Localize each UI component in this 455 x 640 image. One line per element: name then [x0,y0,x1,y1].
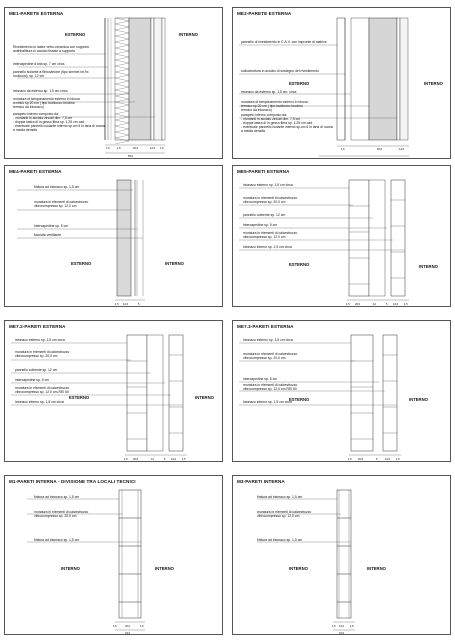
dim-text: 7,0 [106,147,110,150]
layer-label: muratura di tamponamento esterno in blocco termico sp.20 cm ( tipo isoblocco brodino termico da intonaco) [241,100,309,112]
dim-text: 15,0 [339,632,345,635]
panel-title: ME5-PARETI ESTERNA [237,169,290,174]
dim-text: 55,0 [359,158,365,160]
inside-label: INTERNO [195,395,214,400]
layer-label: finitura ad intonaco sp. 1,5 cm [257,495,303,499]
layer-label: muratura in elementi di calcestruzzo vibrocompresso sp. 20,0 cm [243,352,298,360]
panel-me73 [232,320,451,462]
layer-label: muratura in elementi di calcestruzzo vibrocompresso sp. 12,0 cm [243,231,298,239]
dim-text: 55,0 [128,155,134,158]
dimension-text-me72 [5,321,223,462]
layer-label: intercapedine sp. 5 cm [243,377,278,381]
dim-text: 12,0 [393,303,399,306]
dim-text: 12 [151,458,154,461]
dim-text: 12 [373,303,376,306]
layer-label: intonaco esterno sp. 1,5 cm circa [243,183,293,187]
dim-text: 1,5 [404,303,408,306]
outside-label: INTERNO [289,566,308,571]
inside-label: INTERNO [419,264,438,269]
panel-title: M1-PARETI INTERNA - DIVISIONE TRA LOCALI TECNICI [9,479,136,484]
dim-text: 1,5 [346,303,350,306]
panel-title: ME1-PARETE ESTERNA [9,11,64,16]
layer-label: intonaco da esterno sp. 1,5 cm. circa [241,90,297,94]
dimension-text-me5 [233,166,451,307]
layer-label: finitura ad intonaco sp. 1,5 cm [34,495,80,499]
layer-label: muratura in elementi di calcestruzzo vibrocompresso sp. 12,0 cm [34,200,89,208]
layer-label: pannello isolante a fibrocartone (tipo simmel rot fix rockwool), sp. 12 cm [13,70,89,78]
layer-label: muratura di tamponamento esterno in blocco termico sp.20 cm ( tipo isoblocco brodino termico da intonaco) [13,97,81,109]
dimension-text-me1 [5,8,223,159]
dim-text: 23,0 [125,632,131,635]
inside-label: INTERNO [155,566,174,571]
dim-text: 1,5 [160,147,164,150]
panel-title: ME7.3-PARETI ESTERNA [237,324,294,329]
layer-label: parapeto interno composto da: - montanti in acciaio zincati dim. 7,5 cm - doppia lastra di in gesso fibra sp. 1,25 cm cad. - eventuale pannello isolante interno sp.cm 6 in lana di roccia a media densità [241,113,333,133]
panel-me5 [232,165,451,307]
layer-label: pannello coibente sp. 12 cm [243,213,286,217]
panel-me4 [4,165,223,307]
layer-label: facciata ventilante [34,233,62,237]
dim-text: 20,0 [358,458,364,461]
panel-me1 [4,7,223,159]
dim-text: 1,5 [115,303,119,306]
layer-label: parapeto interno composto da: - montanti in acciaio zincati dim. 7,5 cm - doppia lastra di in gesso fibra sp. 1,25 cm cad. - eventuale pannello isolante interno sp.cm 6 in lana di roccia a media densità [13,112,105,132]
dim-text: 5 [386,303,388,306]
layer-label: intercapedine sp. 5 cm [243,223,278,227]
dim-text: 1,5 [124,458,128,461]
layer-label: finitura ad intonaco sp. 1,5 cm [257,538,303,542]
dimension-text-me2 [233,8,451,159]
panel-title: ME2-PARETE ESTERNA [237,11,292,16]
panel-m3 [232,475,451,635]
dim-text: 20,0 [355,303,361,306]
layer-label: intercapedine sp. 5 cm [34,224,69,228]
layer-label: pannello coibente sp. 12 cm [15,368,58,372]
inside-label: INTERNO [165,261,184,266]
dim-text: 12,0 [339,625,345,628]
outside-label: ESTERNO [289,262,310,267]
layer-label: muratura in elementi di calcestruzzo vibrocompresso sp. 20,0 cm [34,510,89,518]
inside-label: INTERNO [424,81,443,86]
dim-text: 12,5 [399,148,405,151]
outside-label: INTERNO [61,566,80,571]
dim-text: 1,5 [117,147,121,150]
layer-label: intercapedine d'aria sp. 7 cm circa [13,62,65,66]
layer-label: intonaco esterno sp. 1,5 cm circa [243,338,293,342]
outside-label: ESTERNO [71,261,92,266]
layer-label: pannello di rivestimento in C.A.V. con impronte di matrice [241,40,327,44]
outside-label: ESTERNO [289,397,310,402]
layer-label: finitura ad intonaco sp. 1,5 cm [34,185,80,189]
dim-text: 12,0 [123,303,129,306]
layer-label: intonaco interno sp. 1,5 cm circa [243,400,292,404]
panel-m1 [4,475,223,635]
layer-label: intonaco esterno sp. 1,5 cm circa [15,338,65,342]
dim-text: 20,0 [133,147,139,150]
dimension-text-me4 [5,166,223,307]
dim-text: 5 [376,458,378,461]
inside-label: INTERNO [179,32,198,37]
panel-me2 [232,7,451,159]
dim-text: 12,5 [150,147,156,150]
dimension-text-m3 [233,476,451,635]
dim-text: 5 [138,303,140,306]
layer-label: intonaco interno sp. 1,5 cm circa [15,400,64,404]
layer-label: intonaco interno sp. 1,5 cm circa [243,245,292,249]
panel-me72 [4,320,223,462]
dim-text: 1,5 [332,625,336,628]
dim-text: 5 [164,458,166,461]
panel-title: ME7.2-PARETI ESTERNA [9,324,66,329]
dim-text: 20,0 [133,458,139,461]
layer-label: muratura in elementi di calcestruzzo vibrocompresso sp. 12,0 cm-REI 60 [243,383,298,391]
layer-label: finitura ad intonaco sp. 1,5 cm [34,538,80,542]
dim-text: 1,5 [140,625,144,628]
dim-text: 1,5 [182,458,186,461]
dim-text: 12,0 [385,458,391,461]
panel-title: ME4-PARETI ESTERNA [9,169,62,174]
panel-title: M3-PARETI INTERNA [237,479,285,484]
layer-label: Rivestimento in lastre vetro-ceramica con supporto antiribaltitura in acciaio fissate a supporto [13,45,90,53]
dim-text: 1,5 [341,148,345,151]
layer-label: sottostruttura in acciaio di sostegno del rivestimento [241,69,319,73]
inside-label: INTERNO [409,397,428,402]
dim-text: 1,5 [396,458,400,461]
dim-text: 20,0 [125,625,131,628]
layer-label: intercapedine sp. 5 cm [15,378,50,382]
outside-label: ESTERNO [69,395,90,400]
layer-label: muratura in elementi di calcestruzzo vibrocompresso sp. 20,0 cm [15,350,70,358]
outside-label: ESTERNO [289,81,310,86]
outside-label: ESTERNO [65,32,86,37]
dim-text: 12,0 [171,458,177,461]
dim-text: 1,5 [113,625,117,628]
dimension-text-m1 [5,476,223,635]
dim-text: 1,5 [350,625,354,628]
inside-label: INTERNO [367,566,386,571]
layer-label: muratura in elementi di calcestruzzo vibrocompresso sp. 12,0 cm-REI 60 [15,386,70,394]
dim-text: 1,5 [348,458,352,461]
layer-label: intonaco da esterno sp. 1,5 cm circa [13,89,68,93]
dim-text: 20,0 [377,148,383,151]
dimension-text-me73 [233,321,451,462]
layer-label: muratura in elementi di calcestruzzo vibrocompresso sp. 20,0 cm [243,196,298,204]
layer-label: muratura in elementi di calcestruzzo vibrocompresso sp. 12,0 cm [257,510,312,518]
